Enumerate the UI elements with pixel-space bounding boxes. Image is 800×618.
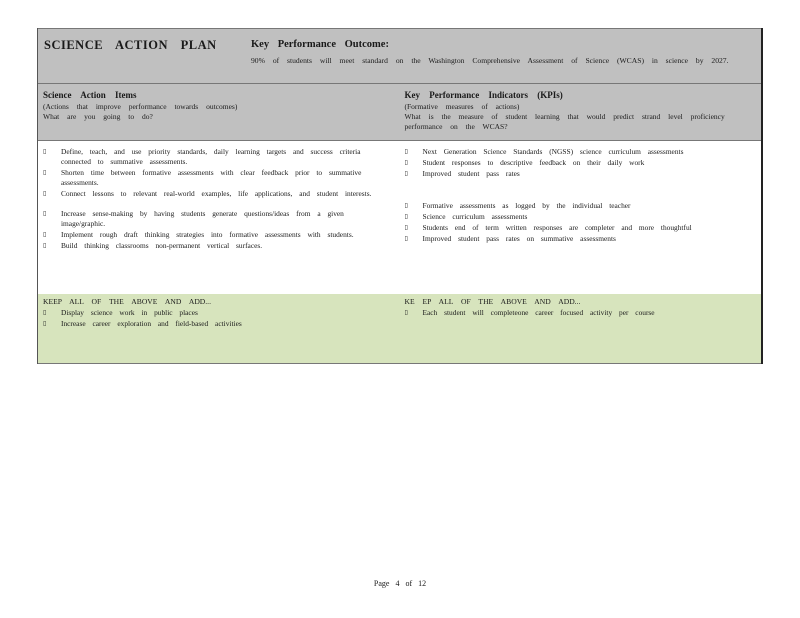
list-item: ▯ Formative assessments as logged by the individual teacher (404, 201, 631, 210)
bullet-icon: ▯ (43, 190, 47, 197)
plan-title: SCIENCE ACTION PLAN (44, 38, 217, 52)
kpi-header-sub2: What is the measure of student learning that would predict strand level proficiency performance on the WCAS? (404, 112, 725, 131)
kpo-text: 90% of students will meet standard on the Washington Comprehensive Assessment of Science (WCAS) in science by 2027. (251, 56, 729, 65)
bullet-icon: ▯ (43, 210, 47, 217)
actions-cell (38, 141, 400, 294)
list-item: ▯ Increase sense-making by having students generate questions/ideas from a given image/graphic. (43, 209, 344, 228)
keep-left-cell (38, 294, 400, 363)
list-item: ▯ Shorten time between formative assessments with clear feedback prior to summative assessments. (43, 168, 362, 187)
list-item: ▯ Science curriculum assessments (404, 212, 528, 221)
bullet-icon: ▯ (43, 231, 47, 238)
bullet-icon: ▯ (404, 159, 408, 166)
kpi-cell (400, 141, 762, 294)
bullet-icon: ▯ (404, 148, 408, 155)
action-plan-table (37, 28, 763, 364)
list-item: ▯ Each student will completeone career focused activity per course (404, 308, 655, 317)
bullet-icon: ▯ (404, 213, 408, 220)
keep-right-cell (400, 294, 762, 363)
actions-header-sub2: What are you going to do? (43, 112, 153, 121)
list-item: ▯ Display science work in public places (43, 308, 198, 317)
list-item: ▯ Improved student pass rates (404, 169, 520, 178)
kpi-group-1 (405, 147, 757, 179)
bullet-icon: ▯ (43, 148, 47, 155)
actions-group-2 (43, 209, 395, 251)
bullet-icon: ▯ (404, 224, 408, 231)
list-item: ▯ Implement rough draft thinking strategies into formative assessments with students. (43, 230, 354, 239)
bullet-icon: ▯ (43, 169, 47, 176)
list-item: ▯ Students end of term written responses are completer and more thoughtful (404, 223, 692, 232)
list-item: ▯ Next Generation Science Standards (NGSS) science curriculum assessments (404, 147, 684, 156)
kpi-group-2 (405, 201, 757, 244)
actions-group-1 (43, 147, 395, 199)
kpi-header-sub1: (Formative measures of actions) (404, 102, 520, 111)
bullet-icon: ▯ (43, 309, 47, 316)
column-header-row (38, 84, 761, 141)
list-item: ▯ Define, teach, and use priority standards, daily learning targets and success criteria connected to summative assessments. (43, 147, 361, 166)
list-item: ▯ Increase career exploration and field-based activities (43, 319, 242, 328)
bullet-icon: ▯ (404, 202, 408, 209)
actions-header-title: Science Action Items (43, 90, 137, 100)
bullet-icon: ▯ (404, 309, 408, 316)
kpi-header (400, 84, 762, 140)
list-item: ▯ Improved student pass rates on summative assessments (404, 234, 616, 243)
bullet-icon: ▯ (404, 170, 408, 177)
keep-left-heading: KEEP ALL OF THE ABOVE AND ADD... (43, 297, 211, 306)
actions-header-sub1: (Actions that improve performance towards outcomes) (43, 102, 238, 111)
title-row (38, 28, 761, 84)
list-item: ▯ Build thinking classrooms non-permanent vertical surfaces. (43, 241, 263, 250)
page-number: Page 4 of 12 (373, 579, 427, 588)
keep-right-heading: KE EP ALL OF THE ABOVE AND ADD... (404, 297, 581, 306)
keep-row (38, 294, 761, 364)
bullet-icon: ▯ (43, 242, 47, 249)
list-item: ▯ Student responses to descriptive feedback on their daily work (404, 158, 645, 167)
kpi-header-title: Key Performance Indicators (KPIs) (404, 90, 563, 100)
kpo-heading: Key Performance Outcome: (251, 39, 389, 50)
list-item: ▯ Connect lessons to relevant real-world examples, life applications, and student interests. (43, 189, 372, 198)
actions-header (38, 84, 400, 140)
content-row (38, 141, 761, 294)
bullet-icon: ▯ (404, 235, 408, 242)
bullet-icon: ▯ (43, 320, 47, 327)
